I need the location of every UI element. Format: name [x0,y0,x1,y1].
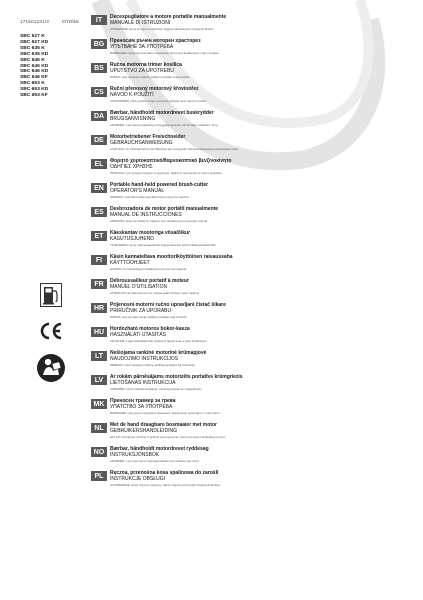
language-title: Ręczna, przenośna kosa spalinowa do zarośli [110,470,219,476]
language-code: CS [91,87,107,97]
language-block-no [91,446,326,470]
language-code: HR [91,303,107,313]
model-name: SBC 645 KD [20,63,49,69]
language-title: Käeskantav mootoriga võsalõikur [110,230,191,236]
language-code: ES [91,207,107,217]
model-name: SBC 653 KD [20,87,49,93]
language-warning: WARNING: read this booklet carefully before using the machine [110,195,189,199]
language-subtitle: INSTRUKSJONSBOK [110,452,160,458]
language-subtitle: MANUAL DE INSTRUCCIONES [110,212,182,218]
language-subtitle: OPERATOR'S MANUAL [110,188,165,194]
language-code: BS [91,63,107,73]
model-list [20,34,48,99]
language-warning: ADVARSEL: Les nøye denne instruksjonsboken før maskinen tas i bruk [110,459,199,463]
language-block-el [91,158,326,182]
language-code: ET [91,231,107,241]
language-code: FR [91,279,107,289]
language-code: HU [91,327,107,337]
model-name: SBC 627 KD [20,39,49,45]
language-code: NO [91,447,107,457]
language-warning: ATENCIÓN: antes de utilizar la máquina, leer atentamente el presente manual [110,219,207,223]
language-code: NL [91,423,107,433]
model-name: SBC 627 K [20,34,45,39]
language-block-fr [91,278,326,302]
language-subtitle: NÁVOD K POUŽITÍ [110,92,154,98]
language-subtitle: GEBRUIKERSHANDLEIDING [110,428,177,434]
read-manual-icon [36,353,66,388]
language-code: MK [91,399,107,409]
language-block-hu [91,326,326,350]
language-code: FI [91,255,107,265]
language-title: Преносим ръчен моторен храсторез [110,38,201,44]
language-block-lt [91,350,326,374]
language-subtitle: УПАТСТВО ЗА УПОТРЕБА [110,404,173,410]
ce-mark-icon [38,321,64,346]
language-code: DE [91,135,107,145]
language-code: PL [91,471,107,481]
model-name: SBC 635 KD [20,51,49,57]
language-title: Decespugliatore a motore portatile manualmente [110,14,227,20]
language-warning: ADVARSEL: Læs denne vejledning omhyggeligt igennem, før du tager maskinen i brug [110,123,218,127]
language-block-es [91,206,326,230]
language-block-et [91,230,326,254]
language-block-bg [91,38,326,62]
model-name: SBC 635 K [20,45,45,51]
language-code: DA [91,111,107,121]
language-title: Ručna motorna trimer kosilica [110,62,182,68]
language-code: IT [91,15,107,25]
model-name: SBC 646 KF [20,75,48,81]
language-title: Hordozható motoros bokor-kasza [110,326,190,332]
language-title: Portable hand-held powered brush-cutter [110,182,209,188]
language-warning: ACHTUNG: vor Inbetriebnahme der Maschine die vorliegende Gebrauchsanweisung aufmerksam lesen [110,147,239,151]
language-title: Käsin kannateltava moottoriköyttöinen raivaussaha [110,254,233,260]
language-subtitle: PRIRUČNIK ZA UPORABU [110,308,172,314]
language-title: Ar rokām pārnēsājams motorizēts portatīvs krūmgriezis [110,374,243,380]
language-title: Desbrozadora de motor portátil manualmente [110,206,219,212]
language-subtitle: MANUEL D'UTILISATION [110,284,168,290]
language-subtitle: MANUALE DI ISTRUZIONI [110,20,171,26]
model-name: SBC 653 K [20,81,45,87]
document-date: 07/2015 [62,19,79,24]
language-warning: ATTENZIONE: prima di usare la macchina, leggere attentamente il presente libretto [110,27,214,31]
language-warning: ВНИМАНИЕ: пред да ја употребите машината, внимателно прочитајте го упатството [110,411,220,415]
language-block-pl [91,470,326,494]
language-block-da [91,110,326,134]
language-subtitle: BRUGSANVISNING [110,116,156,122]
language-subtitle: УПЪТВАНЕ ЗА УПОТРЕБА [110,44,174,50]
language-block-nl [91,422,326,446]
language-warning: LET OP: voordat de machine in gebruik wordt genomen, dient men deze handleiding te lezen [110,435,226,439]
language-title: Débroussailleur portatif à moteur [110,278,189,284]
language-warning: UPOZORNĚNÍ: před použitím stroje si pozorně přečtěte tento návod k použití [110,99,206,103]
language-warning: UZMANĪBU: pirms mašīnas lietošanas, uzmanīgi izlasiet šo rokasgrāmatu [110,387,202,391]
language-block-fi [91,254,326,278]
language-subtitle: LIETOŠANAS INSTRUKCIJA [110,380,176,386]
model-name: SBC 653 KF [20,93,48,99]
fuel-pump-icon [40,283,62,312]
language-title: Bærbar, håndholdt motordrevet ryddesag [110,446,209,452]
language-subtitle: HASZNÁLATI UTASÍTÁS [110,332,166,338]
language-block-lv [91,374,326,398]
document-code: 171501231/3 [20,19,50,24]
language-block-it [91,14,326,38]
language-title: Nešiojama rankinė motorinė krūmapjovė [110,350,207,356]
language-warning: OSTRZEŻENIE: przed użyciem maszyny, należy uważnie przeczytać niniejszą instrukcję [110,483,220,487]
model-name: SBC 645 K [20,57,45,63]
model-name: SBC 646 KD [20,69,49,75]
language-subtitle: KÄYTTÖOHJEET [110,260,150,266]
language-block-mk [91,398,326,422]
language-warning: HUOMIO: lue käyttöohjeet huolellisesti ennen koneen käyttöä [110,267,187,271]
language-warning: PAZNJA: prije uporabe stroja, pažljivo pročitajte ovaj priručnik [110,315,187,319]
language-subtitle: UPUTSTVO ZA UPOTREBU [110,68,174,74]
language-code: BG [91,39,107,49]
language-block-de [91,134,326,158]
language-title: Bærbar, håndholdt motordrevet buskrydder [110,110,214,116]
language-subtitle: KASUTUSJUHEND [110,236,154,242]
language-title: Met de hand draagbare bosmaaier met motor [110,422,217,428]
language-block-cs [91,86,326,110]
language-warning: TÄHELEPANU: enne masina kasutamist lugege käesolev juhend tähelepanelikult läbi [110,243,216,247]
language-code: EL [91,159,107,169]
language-list [91,14,326,494]
language-warning: ΠΡΟΣΟΧΗ: πριν χρησιμοποιήσετε το μηχάνημα, διαβάστε προσεκτικά το παρόν εγχειρίδιο [110,171,222,175]
language-warning: PAŽNJA: prije upotrebe mašine, pažljivo pročitajte ovaj priručnik [110,75,190,79]
language-subtitle: NAUDOJIMO INSTRUKCIJOS [110,356,179,362]
language-warning: ATTENTION: lire attentivement ce manuel avant d'utiliser cette machine [110,291,199,295]
language-block-hr [91,302,326,326]
language-title: Φορητό χορτοκοπτικό/θαμνοκοπτικό βενζινοκίνητο [110,158,232,164]
language-subtitle: GEBRAUCHSANWEISUNG [110,140,173,146]
language-code: EN [91,183,107,193]
language-title: Преносен тример за трева [110,398,176,404]
language-subtitle: ΟΔΗΓΙΕΣ ΧΡΗΣΗΣ [110,164,153,170]
language-block-bs [91,62,326,86]
language-code: LT [91,351,107,361]
language-warning: ВНИМАНИЕ: преди да използвате машината, прочетете внимателно това упътване [110,51,219,55]
language-subtitle: INSTRUKCJE OBSŁUGI [110,476,166,482]
language-warning: DĖMESIO: prieš naudojant mašiną, atidžiai perskaityti šią instrukciją [110,363,195,367]
language-title: Motorbetriebener Freischneider [110,134,186,140]
language-code: LV [91,375,107,385]
language-title: Ruční přenosný motorový křovinořez [110,86,199,92]
language-block-en [91,182,326,206]
language-warning: FIGYELEM: a gép használata előtt olvassa el figyelmesen a jelen kézikönyvet [110,339,207,343]
language-title: Prijenosni motorni ručno upravljani čistač šikare [110,302,226,308]
